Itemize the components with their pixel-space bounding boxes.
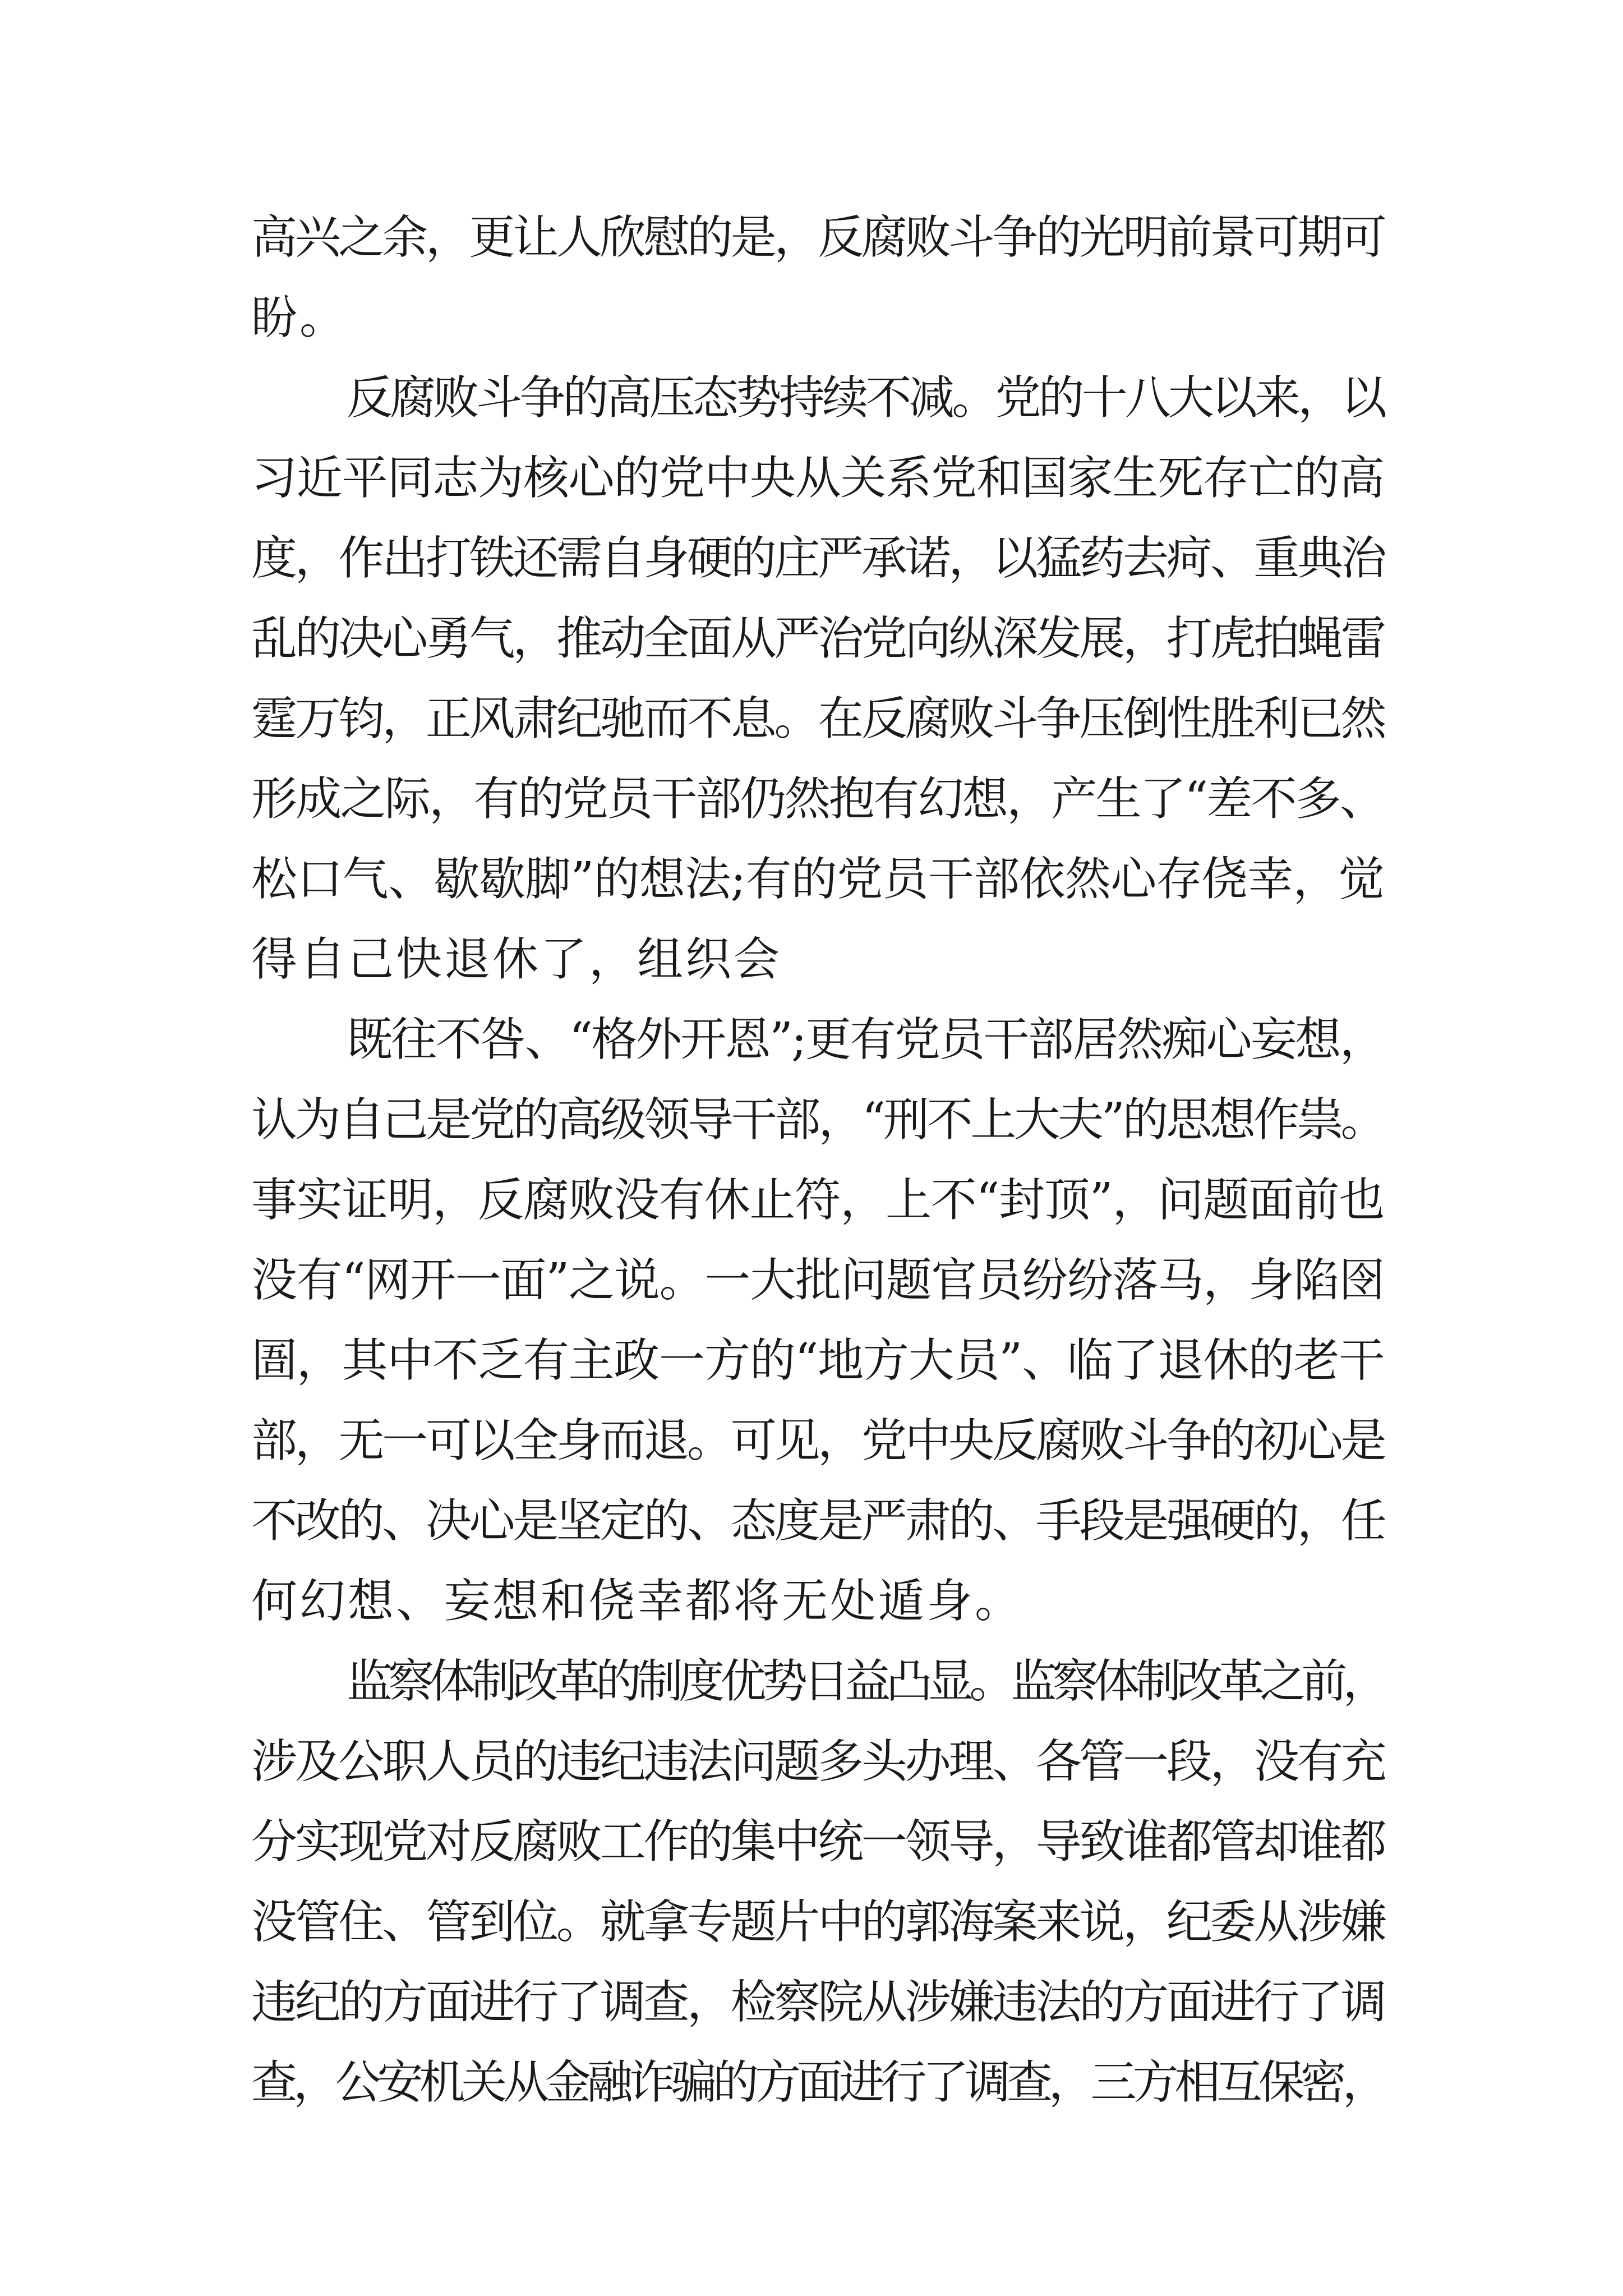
text-line: 部，无一可以全身而退。可见，党中央反腐败斗争的初心是 [251,1414,1384,1467]
text-line: 松口气、歇歇脚”的想法;有的党员干部依然心存侥幸，觉 [251,853,1384,906]
text-line: 违纪的方面进行了调查，检察院从涉嫌违法的方面进行了调 [251,1976,1384,2029]
text-line: 圄，其中不乏有主政一方的“地方大员”、临了退休的老干 [251,1334,1384,1387]
text-line: 习近平同志为核心的党中央从关系党和国家生死存亡的高 [251,452,1384,505]
text-line: 监察体制改革的制度优势日益凸显。监察体制改革之前， [347,1655,1384,1708]
text-line: 既往不咎、“格外开恩”;更有党员干部居然痴心妄想， [347,1013,1384,1066]
body-text [251,197,1384,2123]
text-line: 得自己快退休了，组织会 [251,933,782,986]
text-line: 盼。 [251,291,348,344]
text-line: 认为自己是党的高级领导干部，“刑不上大夫”的思想作祟。 [251,1093,1384,1147]
text-line: 形成之际，有的党员干部仍然抱有幻想，产生了“差不多、 [251,772,1384,826]
text-line: 度，作出打铁还需自身硬的庄严承诺，以猛药去疴、重典治 [251,532,1384,585]
text-line: 反腐败斗争的高压态势持续不减。党的十八大以来，以 [347,371,1384,425]
text-line: 没管住、管到位。就拿专题片中的郭海案来说，纪委从涉嫌 [251,1895,1384,1949]
text-line: 分实现党对反腐败工作的集中统一领导，导致谁都管却谁都 [251,1815,1384,1869]
text-line: 不改的、决心是坚定的、态度是严肃的、手段是强硬的，任 [251,1494,1384,1548]
text-line: 查，公安机关从金融诈骗的方面进行了调查，三方相互保密， [251,2056,1384,2109]
text-line: 何幻想、妄想和侥幸都将无处遁身。 [251,1575,1023,1628]
text-line: 乱的决心勇气，推动全面从严治党向纵深发展，打虎拍蝇雷 [251,612,1384,665]
text-line: 没有“网开一面”之说。一大批问题官员纷纷落马，身陷囹 [251,1254,1384,1307]
text-line: 高兴之余，更让人欣慰的是，反腐败斗争的光明前景可期可 [251,211,1384,264]
text-line: 事实证明，反腐败没有休止符，上不“封顶”，问题面前也 [251,1174,1384,1227]
text-line: 霆万钧，正风肃纪驰而不息。在反腐败斗争压倒性胜利已然 [251,692,1384,746]
text-line: 涉及公职人员的违纪违法问题多头办理、各管一段，没有充 [251,1735,1384,1788]
